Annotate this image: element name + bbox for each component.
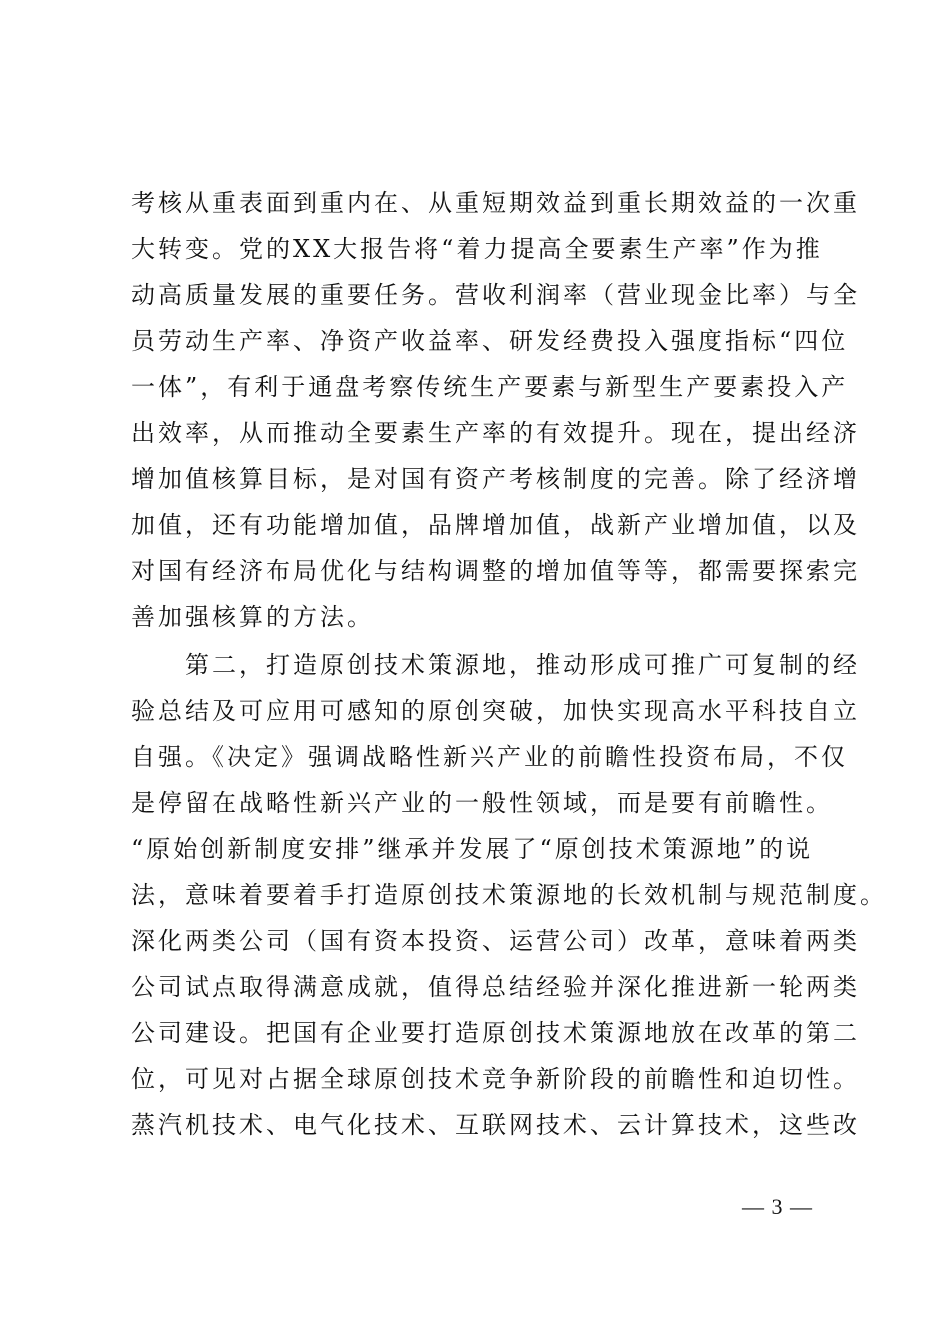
text-line: 是停留在战略性新兴产业的一般性领域，而是要有前瞻性。 [131, 789, 833, 817]
text-line: 验总结及可应用可感知的原创突破，加快实现高水平科技自立 [131, 697, 860, 725]
text-line: 一体”，有利于通盘考察传统生产要素与新型生产要素投入产 [131, 373, 849, 401]
text-line: 考核从重表面到重内在、从重短期效益到重长期效益的一次重 [131, 189, 860, 217]
text-line: 法，意味着要着手打造原创技术策源地的长效机制与规范制度。 [131, 881, 887, 909]
page-number: — 3 — [742, 1194, 813, 1219]
text-line: 公司试点取得满意成就，值得总结经验并深化推进新一轮两类 [131, 973, 860, 1001]
text-line: 对国有经济布局优化与结构调整的增加值等等，都需要探索完 [131, 557, 860, 585]
text-line: 自强。《决定》强调战略性新兴产业的前瞻性投资布局，不仅 [131, 743, 848, 771]
text-line: 第二，打造原创技术策源地，推动形成可推广可复制的经 [131, 651, 860, 679]
text-line: 出效率，从而推动全要素生产率的有效提升。现在，提出经济 [131, 419, 860, 447]
text-line: 大转变。党的XX大报告将“着力提高全要素生产率”作为推 [131, 235, 823, 263]
text-line: 增加值核算目标，是对国有资产考核制度的完善。除了经济增 [131, 465, 860, 493]
body-paragraph-2 [131, 642, 887, 1148]
text-line: 员劳动生产率、净资产收益率、研发经费投入强度指标“四位 [131, 327, 849, 355]
text-line: 位，可见对占据全球原创技术竞争新阶段的前瞻性和迫切性。 [131, 1065, 860, 1093]
text-line: 加值，还有功能增加值，品牌增加值，战新产业增加值，以及 [131, 511, 860, 539]
text-line: “原始创新制度安排”继承并发展了“原创技术策源地”的说 [131, 835, 814, 863]
text-line: 公司建设。把国有企业要打造原创技术策源地放在改革的第二 [131, 1019, 860, 1047]
text-line: 蒸汽机技术、电气化技术、互联网技术、云计算技术，这些改 [131, 1111, 860, 1139]
text-line: 动高质量发展的重要任务。营收利润率（营业现金比率）与全 [131, 281, 860, 309]
text-line: 深化两类公司（国有资本投资、运营公司）改革，意味着两类 [131, 927, 860, 955]
text-line: 善加强核算的方法。 [131, 603, 374, 631]
body-paragraph-1 [131, 180, 860, 640]
